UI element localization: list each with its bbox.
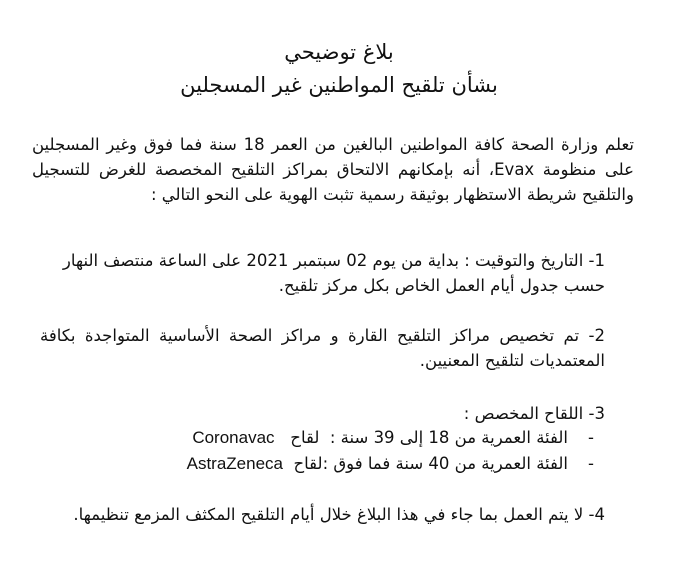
vaccine-label: لقاح: [293, 454, 323, 473]
intro-paragraph: تعلم وزارة الصحة كافة المواطنين البالغين من العمر 18 سنة فما فوق وغير المسجلين على منظومة Evax، أنه بإمكانهم الالتحاق بمراكز التلقيح المخصصة للغرض للتسجيل والتلقيح شريطة الاستظهار بوثيقة رسمية تثبت الهوية على النحو التالي :: [32, 135, 634, 204]
age-group-label: الفئة العمرية من 18 إلى 39 سنة :: [329, 428, 568, 447]
document-title: [0, 36, 678, 102]
list-item-number: 4-: [588, 505, 605, 524]
list-item-number: 3-: [588, 404, 605, 423]
vaccine-name: AstraZeneca: [186, 454, 283, 473]
vaccine-label: لقاح: [290, 428, 320, 447]
list-item-1: [40, 248, 605, 298]
vaccine-bullet: -: [588, 428, 594, 447]
list-item-text: تم تخصيص مراكز التلقيح القارة و مراكز الصحة الأساسية المتواجدة بكافة المعتمديات لتلقيح المعنيين.: [40, 326, 605, 370]
list-item-2: [40, 323, 605, 373]
title-line-1: بلاغ توضيحي: [284, 40, 394, 64]
list-item-text: التاريخ والتوقيت : بداية من يوم 02 سبتمبر 2021 على الساعة منتصف النهار حسب جدول أيام العمل الخاص بكل مركز تلقيح.: [62, 251, 605, 295]
list-item-4: [40, 502, 605, 527]
title-line-2: بشأن تلقيح المواطنين غير المسجلين: [180, 73, 498, 97]
list-item-number: 2-: [588, 326, 605, 345]
vaccine-entry: [187, 452, 568, 476]
vaccine-name: Coronavac: [192, 428, 275, 447]
list-item-number: 1-: [588, 251, 605, 270]
vaccine-entry: [192, 426, 568, 450]
age-group-label: الفئة العمرية من 40 سنة فما فوق :: [322, 454, 568, 473]
vaccine-bullet: -: [588, 454, 594, 473]
list-item-text: لا يتم العمل بما جاء في هذا البلاغ خلال أيام التلقيح المكثف المزمع تنظيمها.: [73, 505, 584, 524]
list-item-text: اللقاح المخصص :: [463, 404, 584, 423]
list-item-3: [40, 401, 605, 426]
